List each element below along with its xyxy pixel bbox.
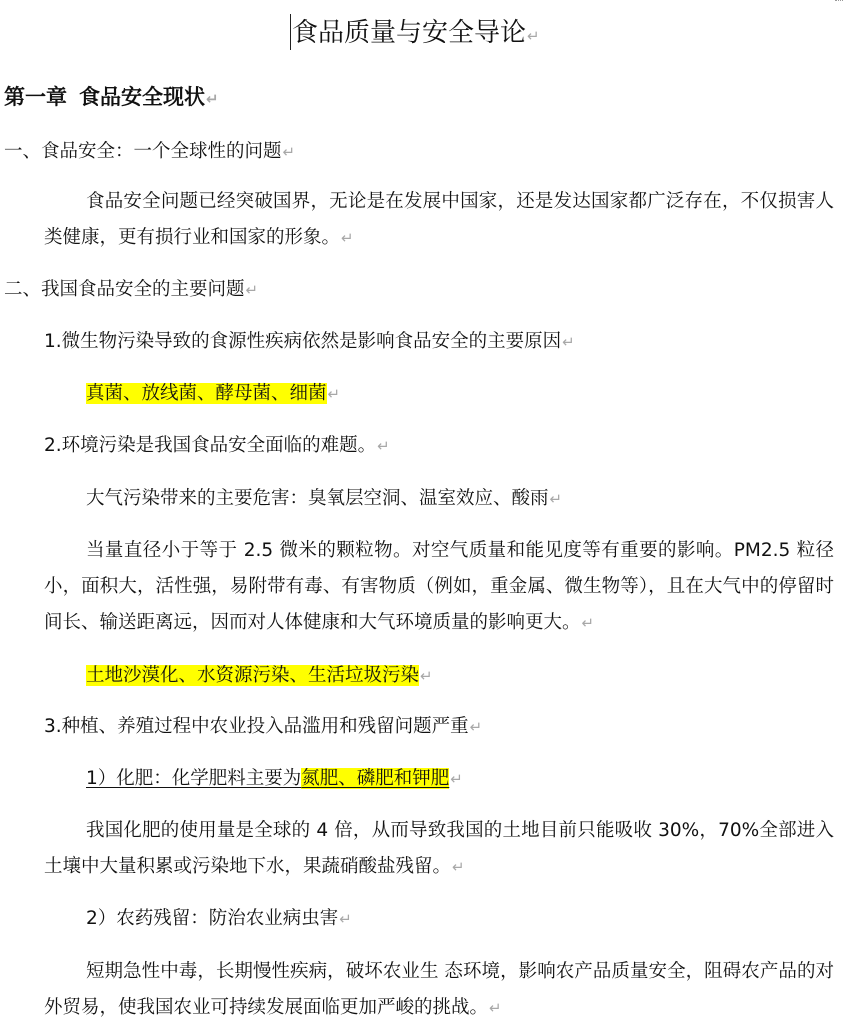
section-heading-1[interactable]: 一、食品安全：一个全球性的问题↵ bbox=[4, 141, 296, 162]
paragraph-mark-icon: ↵ bbox=[327, 385, 341, 403]
paragraph-food-safety-global[interactable]: 食品安全问题已经突破国界，无论是在发展中国家，还是发达国家都广泛存在，不仅损害人类健康，更有损行业和国家的形象。↵ bbox=[44, 191, 834, 248]
paragraph-mark-icon: ↵ bbox=[581, 614, 595, 632]
paragraph-mark-icon: ↵ bbox=[450, 770, 463, 788]
paragraph-mark-icon: ↵ bbox=[282, 143, 296, 161]
point-3-heading[interactable]: 3.种植、养殖过程中农业投入品滥用和残留问题严重↵ bbox=[44, 716, 483, 737]
paragraph-mark-icon: ↵ bbox=[420, 667, 433, 685]
highlight-microbes[interactable] bbox=[86, 376, 340, 412]
paragraph-mark-icon: ↵ bbox=[549, 490, 563, 508]
highlight-environment[interactable] bbox=[86, 658, 433, 694]
chapter-name: 食品安全现状 bbox=[79, 84, 205, 109]
paragraph-fertilizer[interactable]: 我国化肥的使用量是全球的 4 倍，从而导致我国的土地目前只能吸收 30%，70%全部进入土壤中大量积累或污染地下水，果蔬硝酸盐残留。↵ bbox=[44, 820, 834, 877]
paragraph-mark-icon: ↵ bbox=[377, 437, 390, 455]
paragraph-pesticide[interactable]: 短期急性中毒，长期慢性疾病，破坏农业生 态环境，影响农产品质量安全，阻碍农产品的对外贸易，使我国农业可持续发展面临更加严峻的挑战。↵ bbox=[44, 961, 834, 1018]
paragraph-mark-icon: ↵ bbox=[489, 999, 502, 1017]
paragraph-mark-icon: ↵ bbox=[245, 281, 259, 299]
point-2-heading[interactable]: 2.环境污染是我国食品安全面临的难题。↵ bbox=[44, 435, 390, 456]
point-1-heading[interactable]: 1.微生物污染导致的食源性疾病依然是影响食品安全的主要原因↵ bbox=[44, 331, 575, 352]
air-pollution-line[interactable]: 大气污染带来的主要危害：臭氧层空洞、温室效应、酸雨↵ bbox=[86, 488, 563, 509]
document-title[interactable]: 食品质量与安全导论↵ bbox=[292, 18, 540, 48]
paragraph-mark-icon: ↵ bbox=[452, 858, 465, 876]
section-heading-2[interactable]: 二、我国食品安全的主要问题↵ bbox=[4, 279, 259, 300]
corner-mark bbox=[835, 0, 843, 4]
chapter-label: 第一章 bbox=[4, 84, 67, 109]
fertilizer-line[interactable] bbox=[86, 761, 463, 797]
paragraph-mark-icon: ↵ bbox=[469, 718, 483, 736]
highlighted-text: 氮肥、磷肥和钾肥 bbox=[301, 768, 450, 789]
highlighted-text: 真菌、放线菌、酵母菌、细菌 bbox=[86, 383, 327, 404]
paragraph-mark-icon: ↵ bbox=[527, 27, 540, 45]
chapter-heading[interactable] bbox=[4, 80, 219, 116]
paragraph-pm25[interactable]: 当量直径小于等于 2.5 微米的颗粒物。对空气质量和能见度等有重要的影响。PM2.5 粒径小，面积大，活性强，易附带有毒、有害物质（例如，重金属、微生物等），且在大气中的停留时间长、输送距离远，因而对人体健康和大气环境质量的影响更大。↵ bbox=[44, 540, 834, 633]
paragraph-mark-icon: ↵ bbox=[206, 90, 219, 108]
fertilizer-label: 1）化肥：化学肥料主要为 bbox=[86, 768, 302, 789]
highlighted-text: 土地沙漠化、水资源污染、生活垃圾污染 bbox=[86, 665, 420, 686]
paragraph-mark-icon: ↵ bbox=[339, 910, 352, 928]
paragraph-mark-icon: ↵ bbox=[562, 333, 575, 351]
pesticide-line[interactable]: 2）农药残留：防治农业病虫害↵ bbox=[86, 908, 352, 929]
paragraph-mark-icon: ↵ bbox=[341, 229, 354, 247]
text-cursor bbox=[290, 14, 291, 50]
